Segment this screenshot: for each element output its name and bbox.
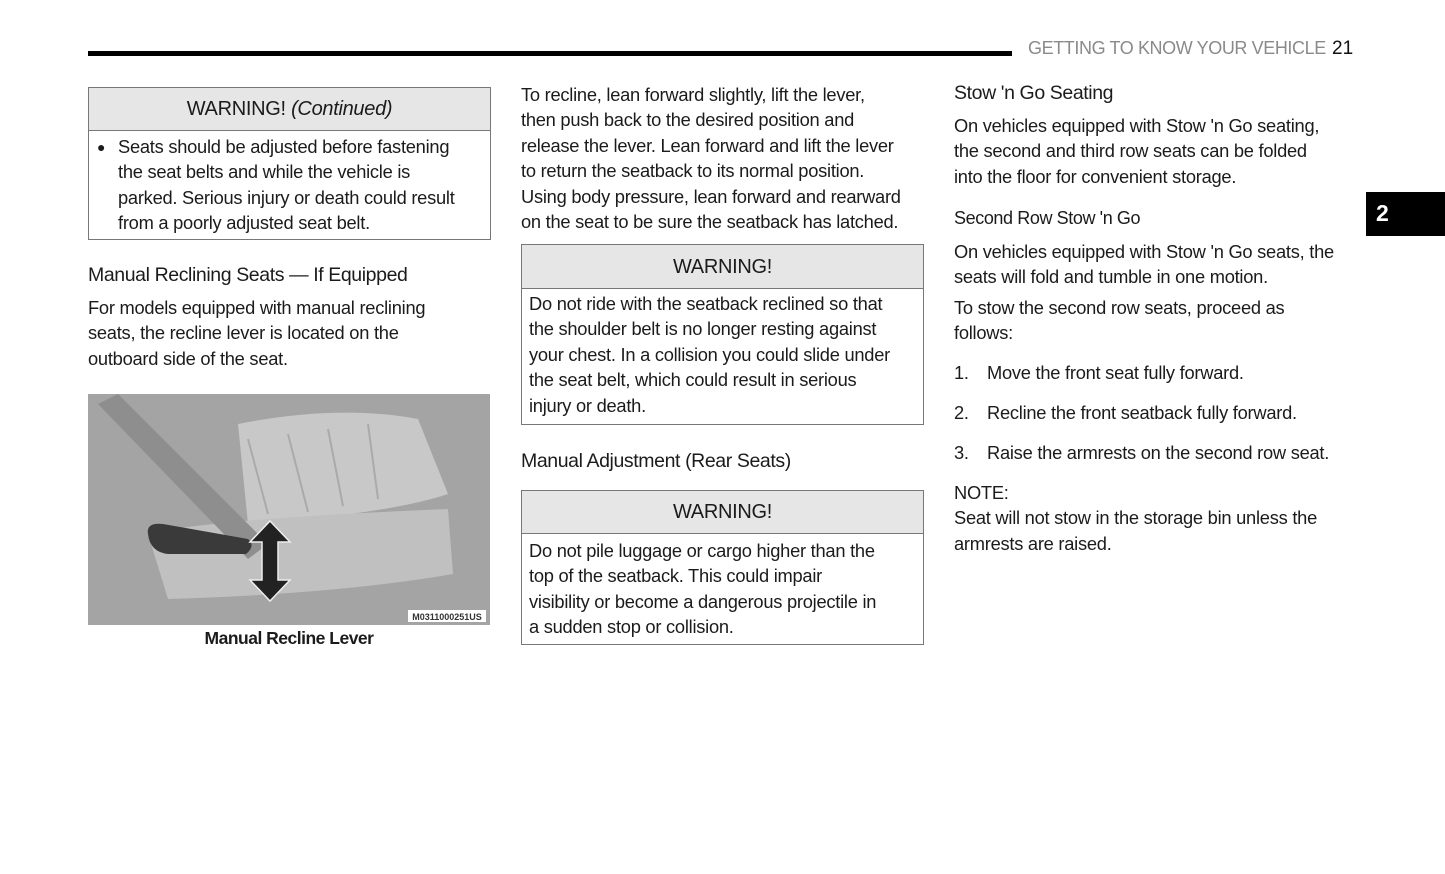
note-label: NOTE: bbox=[954, 482, 1009, 503]
heading-manual-adjustment: Manual Adjustment (Rear Seats) bbox=[521, 450, 791, 472]
image-caption: Manual Recline Lever bbox=[204, 628, 374, 648]
warning-text bbox=[118, 134, 455, 236]
text-line: follows: bbox=[954, 322, 1013, 344]
step-number: 2. bbox=[954, 402, 969, 423]
text-line: armrests are raised. bbox=[954, 532, 1112, 554]
text-line: To stow the second row seats, proceed as bbox=[954, 297, 1285, 318]
warning-title: WARNING! bbox=[522, 245, 923, 289]
chapter-tab: 2 bbox=[1366, 192, 1445, 236]
header-rule bbox=[88, 51, 1012, 56]
text-line: into the floor for convenient storage. bbox=[954, 165, 1237, 187]
text-line: a sudden stop or collision. bbox=[529, 616, 734, 638]
warning-continued: (Continued) bbox=[291, 98, 393, 120]
paragraph bbox=[954, 113, 1319, 189]
step-number: 1. bbox=[954, 362, 969, 383]
warning-header bbox=[89, 88, 490, 131]
text-line: Do not ride with the seatback reclined so that bbox=[529, 293, 883, 314]
seat-illustration bbox=[88, 394, 490, 625]
text-line: top of the seatback. This could impair bbox=[529, 565, 822, 587]
warning-box-luggage bbox=[521, 490, 924, 645]
text-line: release the lever. Lean forward and lift the lever bbox=[521, 134, 894, 156]
text-line: the second and third row seats can be folded bbox=[954, 140, 1307, 162]
text-line: Do not pile luggage or cargo higher than the bbox=[529, 540, 875, 561]
note bbox=[954, 480, 1317, 556]
text-line: Seat will not stow in the storage bin unless the bbox=[954, 507, 1317, 529]
warning-box-continued bbox=[88, 87, 491, 240]
heading-manual-reclining: Manual Reclining Seats — If Equipped bbox=[88, 264, 408, 286]
step-text: Raise the armrests on the second row seat. bbox=[987, 442, 1330, 463]
text-line: outboard side of the seat. bbox=[88, 347, 288, 369]
image-code: M0311000251US bbox=[412, 612, 482, 622]
text-line: For models equipped with manual reclining bbox=[88, 297, 426, 318]
text-line: To recline, lean forward slightly, lift the lever, bbox=[521, 84, 865, 105]
warning-text bbox=[529, 291, 890, 418]
text-line: the seat belts and while the vehicle is bbox=[118, 161, 411, 183]
recline-paragraph bbox=[521, 82, 901, 234]
bullet-icon: ● bbox=[97, 139, 106, 155]
step-text: Recline the front seatback fully forward. bbox=[987, 402, 1297, 423]
text-line: On vehicles equipped with Stow 'n Go seating, bbox=[954, 115, 1320, 136]
text-line: your chest. In a collision you could slide under bbox=[529, 343, 890, 365]
warning-title: WARNING! bbox=[522, 491, 923, 534]
text-line: seats will fold and tumble in one motion. bbox=[954, 266, 1268, 288]
text-line: Using body pressure, lean forward and rearward bbox=[521, 185, 901, 207]
text-line: seats, the recline lever is located on the bbox=[88, 322, 399, 344]
text-line: on the seat to be sure the seatback has latched. bbox=[521, 210, 899, 232]
paragraph bbox=[954, 295, 1284, 346]
step-text: Move the front seat fully forward. bbox=[987, 362, 1244, 383]
text-line: then push back to the desired position and bbox=[521, 109, 855, 131]
text-line: parked. Serious injury or death could result bbox=[118, 186, 455, 208]
recline-lever-illustration bbox=[88, 394, 490, 625]
step-number: 3. bbox=[954, 442, 969, 463]
section-title: GETTING TO KNOW YOUR VEHICLE bbox=[1028, 38, 1326, 58]
paragraph bbox=[954, 239, 1334, 290]
text-line: On vehicles equipped with Stow 'n Go seats, the bbox=[954, 241, 1334, 262]
warning-text bbox=[529, 538, 876, 640]
text-line: Seats should be adjusted before fastening bbox=[118, 136, 450, 157]
warning-box-reclined bbox=[521, 244, 924, 425]
text-line: injury or death. bbox=[529, 394, 646, 416]
text-line: from a poorly adjusted seat belt. bbox=[118, 212, 370, 234]
text-line: to return the seatback to its normal position. bbox=[521, 160, 865, 182]
text-line: the shoulder belt is no longer resting against bbox=[529, 318, 877, 340]
heading-stow-n-go: Stow 'n Go Seating bbox=[954, 82, 1114, 104]
paragraph bbox=[88, 295, 425, 371]
page-number: 21 bbox=[1332, 38, 1354, 59]
text-line: visibility or become a dangerous projectile in bbox=[529, 590, 877, 612]
subheading-second-row: Second Row Stow 'n Go bbox=[954, 208, 1141, 228]
warning-title: WARNING! bbox=[186, 98, 286, 120]
text-line: the seat belt, which could result in serious bbox=[529, 369, 857, 391]
